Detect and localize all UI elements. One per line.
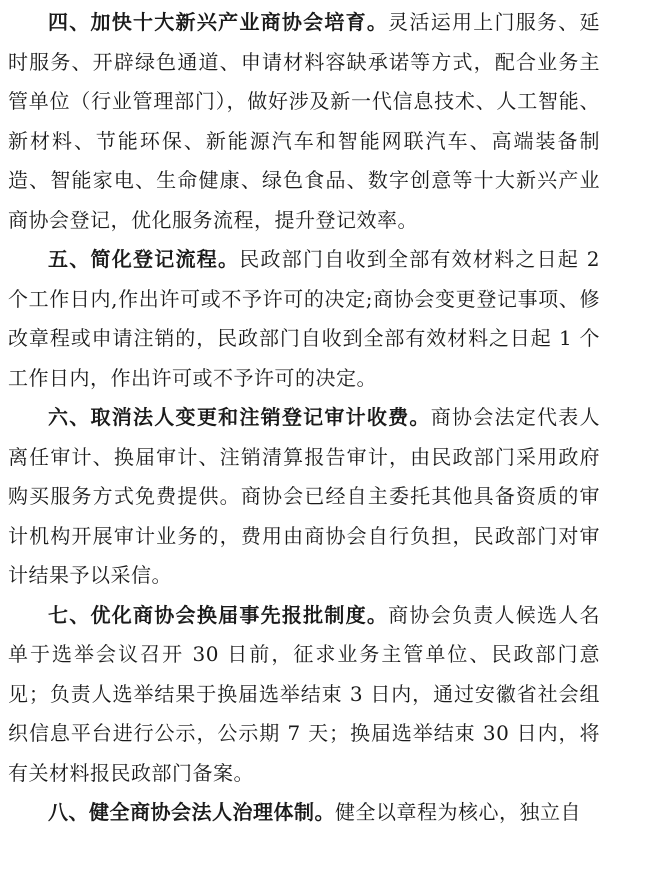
paragraph-heading: 四、加快十大新兴产业商协会培育。 [48,10,389,34]
paragraph-heading: 六、取消法人变更和注销登记审计收费。 [48,405,431,429]
paragraph-5 [8,240,600,398]
paragraph-6 [8,398,600,596]
paragraph-body: 民政部门自收到全部有效材料之日起 2 个工作日内,作出许可或不予许可的决定;商协会变更登记事项、修改章程或申请注销的，民政部门自收到全部有效材料之日起 1 个工作日内，作出许可或不予许可的决定。 [8,247,600,390]
document-page [8,0,600,833]
paragraph-heading: 五、简化登记流程。 [48,247,240,271]
paragraph-heading: 八、健全商协会法人治理体制。 [48,800,335,824]
paragraph-4 [8,3,600,240]
paragraph-8 [8,793,600,833]
paragraph-body: 商协会法定代表人离任审计、换届审计、注销清算报告审计，由民政部门采用政府购买服务方式免费提供。商协会已经自主委托其他具备资质的审计机构开展审计业务的，费用由商协会自行负担，民政部门对审计结果予以采信。 [8,405,601,587]
paragraph-body: 商协会负责人候选人名单于选举会议召开 30 日前，征求业务主管单位、民政部门意见；负责人选举结果于换届选举结束 3 日内，通过安徽省社会组织信息平台进行公示，公示期 7 天；换届选举结束 30 日内，将有关材料报民政部门备案。 [8,602,601,785]
paragraph-7 [8,596,600,794]
paragraph-body: 灵活运用上门服务、延时服务、开辟绿色通道、申请材料容缺承诺等方式，配合业务主管单位（行业管理部门），做好涉及新一代信息技术、人工智能、新材料、节能环保、新能源汽车和智能网联汽车、高端装备制造、智能家电、生命健康、绿色食品、数字创意等十大新兴产业商协会登记，优化服务流程，提升登记效率。 [8,10,601,232]
paragraph-body: 健全以章程为核心，独立自 [335,800,581,824]
paragraph-heading: 七、优化商协会换届事先报批制度。 [48,602,389,627]
